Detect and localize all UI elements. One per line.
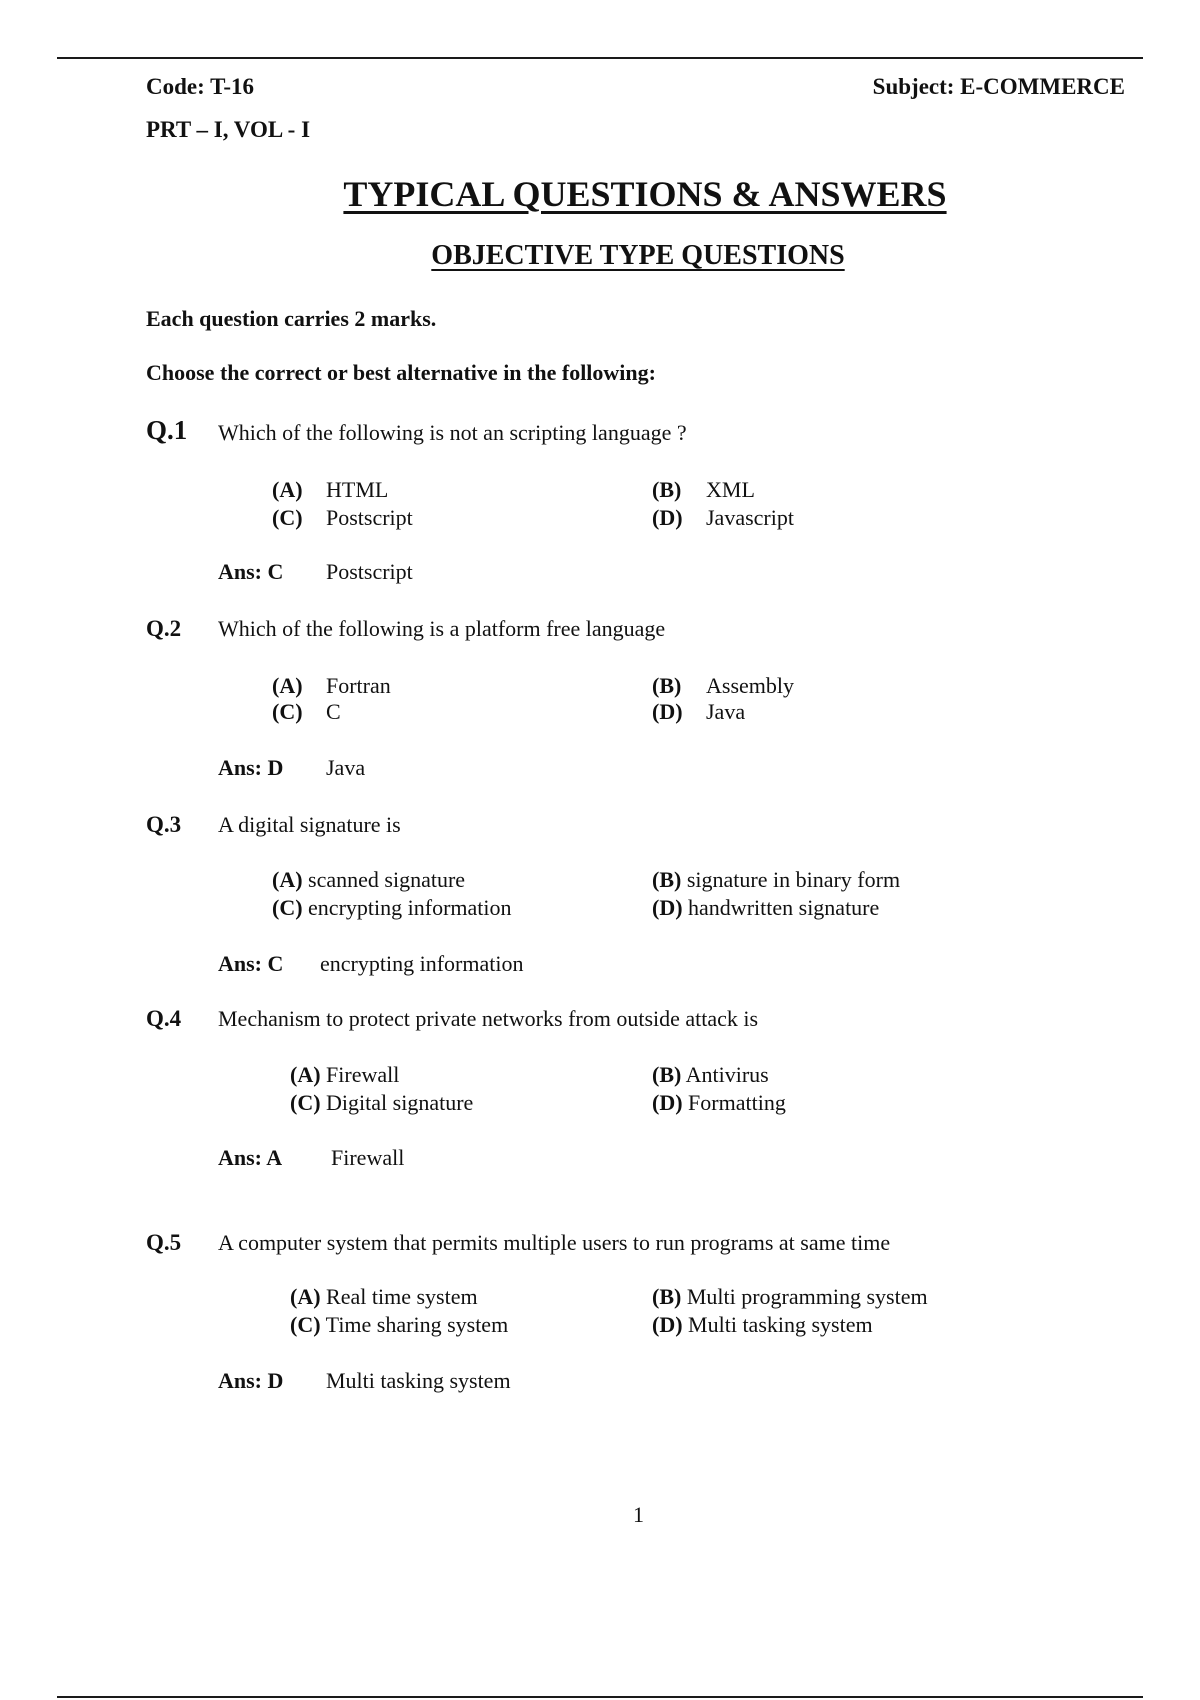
option-text: Time sharing system bbox=[325, 1312, 509, 1337]
option-b bbox=[652, 1284, 928, 1310]
answer-label: Ans: C bbox=[218, 559, 284, 584]
option-text: signature in binary form bbox=[686, 867, 901, 892]
option-text: XML bbox=[706, 477, 755, 502]
question-number: Q.4 bbox=[146, 1006, 182, 1031]
page-number: 1 bbox=[633, 1502, 644, 1527]
option-text: Digital signature bbox=[326, 1090, 474, 1115]
option-text: Fortran bbox=[326, 673, 391, 698]
document-code: Code: T-16 bbox=[146, 74, 254, 99]
option-label: (D) bbox=[652, 699, 683, 724]
top-rule bbox=[57, 57, 1143, 59]
option-label: (D) bbox=[652, 505, 683, 530]
option-label: (C) bbox=[272, 895, 303, 920]
option-text: Postscript bbox=[326, 505, 413, 530]
option-b bbox=[652, 867, 900, 893]
option-text: scanned signature bbox=[308, 867, 466, 892]
question-text: A digital signature is bbox=[218, 812, 401, 837]
option-a bbox=[272, 477, 389, 503]
option-label: (D) bbox=[652, 1090, 683, 1115]
answer-label: Ans: A bbox=[218, 1145, 283, 1170]
option-label: (C) bbox=[290, 1090, 321, 1115]
option-a bbox=[272, 673, 391, 699]
option-label: (B) bbox=[652, 1284, 682, 1309]
option-text: handwritten signature bbox=[688, 895, 880, 920]
question-number: Q.3 bbox=[146, 812, 182, 837]
document-subject: Subject: E-COMMERCE bbox=[872, 74, 1125, 99]
option-label: (D) bbox=[652, 895, 683, 920]
answer bbox=[218, 1145, 405, 1171]
option-text: Firewall bbox=[326, 1062, 400, 1087]
option-label: (D) bbox=[652, 1312, 683, 1337]
option-label: (C) bbox=[290, 1312, 321, 1337]
option-b bbox=[652, 477, 755, 503]
option-d bbox=[652, 1090, 786, 1116]
option-text: Antivirus bbox=[685, 1062, 769, 1087]
option-label: (A) bbox=[290, 1062, 321, 1087]
option-a bbox=[290, 1284, 478, 1310]
option-label: (B) bbox=[652, 477, 682, 502]
option-text: encrypting information bbox=[308, 895, 512, 920]
option-label: (B) bbox=[652, 867, 682, 892]
document-part: PRT – I, VOL - I bbox=[146, 117, 311, 142]
option-label: (A) bbox=[272, 867, 303, 892]
option-label: (B) bbox=[652, 1062, 682, 1087]
option-label: (A) bbox=[290, 1284, 321, 1309]
option-b bbox=[652, 1062, 769, 1088]
question-text: A computer system that permits multiple users to run programs at same time bbox=[218, 1230, 891, 1255]
option-a bbox=[272, 867, 465, 893]
question-text: Which of the following is not an scripting language ? bbox=[218, 420, 687, 445]
option-text: Java bbox=[706, 699, 746, 724]
option-b bbox=[652, 673, 794, 699]
option-label: (C) bbox=[272, 505, 303, 530]
option-text: Javascript bbox=[706, 505, 794, 530]
answer bbox=[218, 755, 366, 781]
option-d bbox=[652, 699, 746, 725]
question-number: Q.2 bbox=[146, 616, 182, 641]
option-c bbox=[272, 699, 341, 725]
option-text: Formatting bbox=[688, 1090, 786, 1115]
answer-text: Multi tasking system bbox=[326, 1368, 511, 1393]
option-text: Assembly bbox=[706, 673, 794, 698]
answer bbox=[218, 559, 413, 585]
marks-instruction: Each question carries 2 marks. bbox=[146, 306, 437, 331]
answer-label: Ans: D bbox=[218, 755, 284, 780]
option-text: Multi tasking system bbox=[688, 1312, 873, 1337]
answer-label: Ans: C bbox=[218, 951, 284, 976]
option-d bbox=[652, 505, 794, 531]
answer-text: Firewall bbox=[331, 1145, 405, 1170]
option-c bbox=[272, 895, 512, 921]
option-text: HTML bbox=[326, 477, 389, 502]
page-title: TYPICAL QUESTIONS & ANSWERS bbox=[343, 174, 947, 214]
question-text: Mechanism to protect private networks from outside attack is bbox=[218, 1006, 759, 1031]
choose-instruction: Choose the correct or best alternative in the following: bbox=[146, 360, 656, 385]
option-text: Multi programming system bbox=[686, 1284, 928, 1309]
option-c bbox=[272, 505, 413, 531]
option-d bbox=[652, 895, 879, 921]
option-text: Real time system bbox=[326, 1284, 478, 1309]
answer-text: Java bbox=[326, 755, 366, 780]
option-label: (A) bbox=[272, 477, 303, 502]
option-c bbox=[290, 1312, 508, 1338]
answer-text: Postscript bbox=[326, 559, 413, 584]
option-c bbox=[290, 1090, 473, 1116]
page-subtitle: OBJECTIVE TYPE QUESTIONS bbox=[431, 240, 845, 271]
answer-label: Ans: D bbox=[218, 1368, 284, 1393]
bottom-rule bbox=[57, 1696, 1143, 1698]
question-number: Q.5 bbox=[146, 1230, 182, 1255]
question-number: Q.1 bbox=[146, 415, 188, 445]
option-a bbox=[290, 1062, 399, 1088]
option-label: (A) bbox=[272, 673, 303, 698]
option-text: C bbox=[326, 699, 341, 724]
option-d bbox=[652, 1312, 873, 1338]
answer bbox=[218, 1368, 511, 1394]
option-label: (B) bbox=[652, 673, 682, 698]
answer bbox=[218, 951, 524, 977]
answer-text: encrypting information bbox=[320, 951, 524, 976]
option-label: (C) bbox=[272, 699, 303, 724]
question-text: Which of the following is a platform free language bbox=[218, 616, 666, 641]
